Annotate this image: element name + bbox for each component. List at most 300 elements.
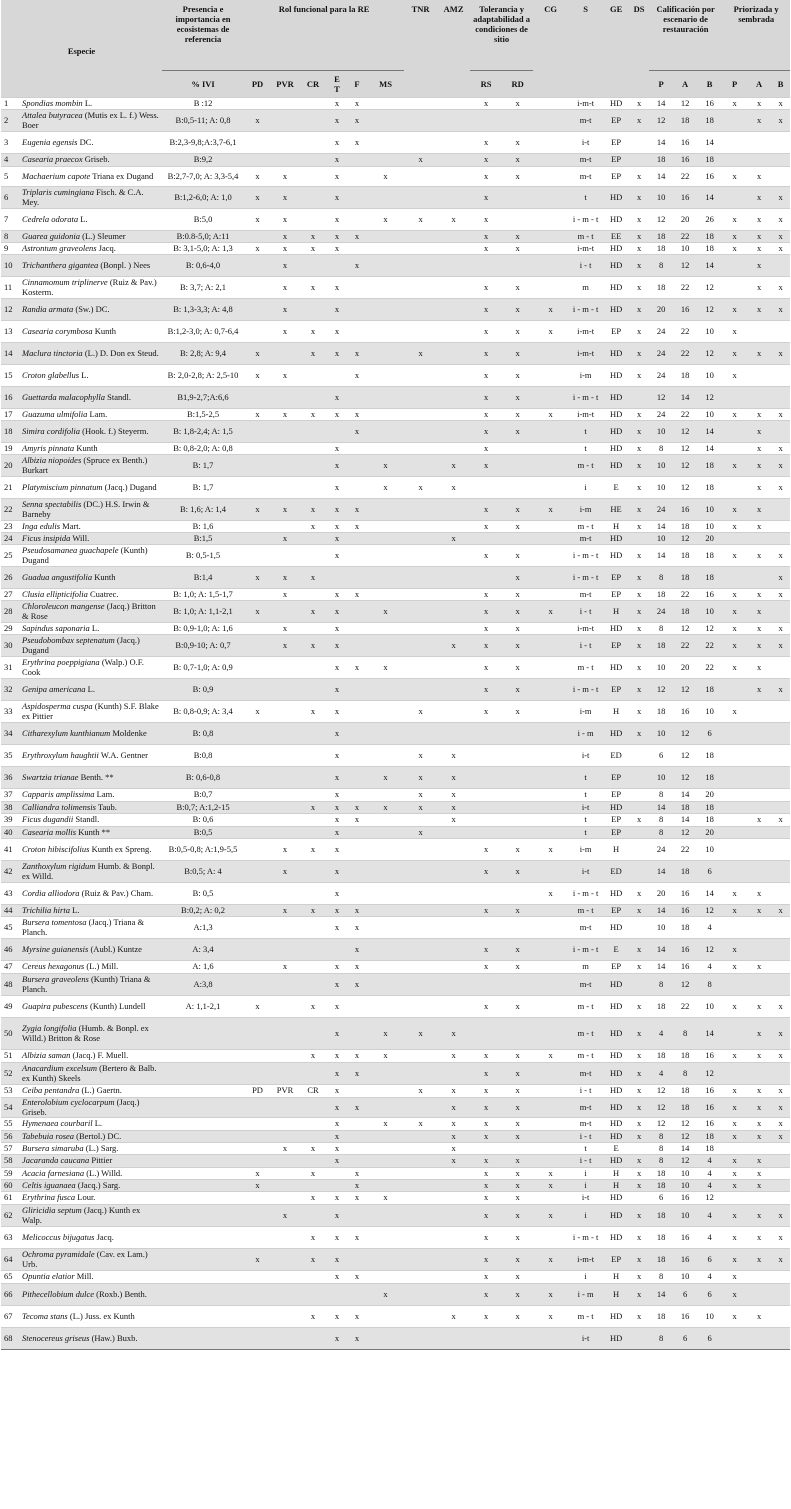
table-row — [1, 802, 790, 814]
cell-pa: x — [747, 623, 771, 635]
cell-tnr: x — [404, 789, 437, 802]
cell-s: i-m-t — [568, 243, 603, 255]
cell-pd — [244, 1143, 271, 1155]
cell-rd: x — [502, 1227, 533, 1249]
cell-cg — [533, 589, 568, 601]
cell-ms: x — [367, 601, 404, 623]
cell-pd: PD — [244, 1085, 271, 1098]
cell-b: 14 — [697, 1018, 722, 1050]
cell-ge: EP — [603, 132, 629, 154]
cell-rd: x — [502, 231, 533, 243]
ivi-cell — [162, 1328, 244, 1350]
cell-rd — [502, 187, 533, 209]
cell-rd: x — [502, 701, 533, 723]
cell-cr: x — [299, 1143, 327, 1155]
cell-amz — [437, 1063, 470, 1085]
cell-tnr — [404, 231, 437, 243]
cell-et: x — [327, 477, 347, 499]
cell-cg — [533, 243, 568, 255]
cell-pd — [244, 1063, 271, 1085]
cell-cg — [533, 657, 568, 679]
cell-et: x — [327, 231, 347, 243]
cell-pb: x — [771, 545, 790, 567]
cell-ge: HD — [603, 277, 629, 299]
cell-pa: x — [747, 343, 771, 365]
cell-ms: x — [367, 1118, 404, 1131]
cell-a: 12 — [673, 974, 697, 996]
cell-ds: x — [629, 1118, 649, 1131]
cell-tnr — [404, 883, 437, 905]
cell-cg — [533, 255, 568, 277]
cell-b: 18 — [697, 545, 722, 567]
cell-pvr: x — [271, 961, 299, 974]
ivi-cell: B: 0,5-1,5 — [162, 545, 244, 567]
cell-pvr: x — [271, 255, 299, 277]
cell-a: 12 — [673, 421, 697, 443]
species-name — [21, 1098, 162, 1118]
cell-amz — [437, 1227, 470, 1249]
cell-cr: x — [299, 1227, 327, 1249]
cell-tnr — [404, 243, 437, 255]
header-cg-blank — [533, 71, 568, 98]
cell-pp — [722, 277, 747, 299]
cell-ge: HD — [603, 723, 629, 745]
cell-rd — [502, 814, 533, 827]
cell-et: x — [327, 657, 347, 679]
cell-b: 6 — [697, 1328, 722, 1350]
cell-cg — [533, 1018, 568, 1050]
cell-ds — [629, 533, 649, 545]
ivi-cell — [162, 1155, 244, 1168]
cell-s: m — [568, 277, 603, 299]
cell-pvr — [271, 601, 299, 623]
cell-rs: x — [470, 167, 502, 187]
species-scientific-name: Guazuma ulmifolia — [22, 408, 88, 419]
cell-cg — [533, 365, 568, 387]
cell-amz — [437, 939, 470, 961]
cell-pp — [722, 745, 747, 767]
cell-amz: x — [437, 533, 470, 545]
cell-f — [347, 1118, 367, 1131]
species-name — [21, 917, 162, 939]
cell-s: i — [568, 1180, 603, 1192]
cell-cg: x — [533, 1249, 568, 1271]
ivi-cell — [162, 1249, 244, 1271]
species-author: Pittier — [89, 1155, 113, 1166]
cell-pd: x — [244, 1168, 271, 1180]
species-scientific-name: Maclura tinctoria — [22, 347, 83, 358]
cell-a: 22 — [673, 409, 697, 421]
cell-pvr: x — [271, 861, 299, 883]
cell-ms — [367, 299, 404, 321]
cell-rd: x — [502, 1085, 533, 1098]
cell-s: m-t — [568, 1063, 603, 1085]
cell-pvr — [271, 1018, 299, 1050]
cell-ds: x — [629, 187, 649, 209]
cell-p: 6 — [649, 1192, 673, 1205]
species-scientific-name: Albizia niopoides — [22, 455, 82, 465]
header-b: B — [697, 71, 722, 98]
row-number: 3 — [1, 132, 21, 154]
cell-cg: x — [533, 1306, 568, 1328]
ivi-cell — [162, 1098, 244, 1118]
cell-ge: HD — [603, 1098, 629, 1118]
species-scientific-name: Casearia mollis — [22, 826, 77, 837]
cell-pd — [244, 299, 271, 321]
cell-ms — [367, 635, 404, 657]
ivi-cell — [162, 1018, 244, 1050]
cell-rd — [502, 443, 533, 455]
row-number: 8 — [1, 231, 21, 243]
cell-b: 4 — [697, 961, 722, 974]
cell-ge: HD — [603, 996, 629, 1018]
cell-ds: x — [629, 255, 649, 277]
cell-amz: x — [437, 1118, 470, 1131]
cell-cg — [533, 477, 568, 499]
ivi-cell: B:1,2-6,0; A: 1,0 — [162, 187, 244, 209]
species-name — [21, 499, 162, 521]
species-name — [21, 1205, 162, 1227]
cell-amz — [437, 996, 470, 1018]
cell-et: x — [327, 243, 347, 255]
row-number: 26 — [1, 567, 21, 589]
cell-pb: x — [771, 679, 790, 701]
cell-b: 18 — [697, 154, 722, 167]
cell-pa: x — [747, 299, 771, 321]
cell-ms — [367, 243, 404, 255]
header-rs: RS — [470, 71, 502, 98]
cell-pp: x — [722, 98, 747, 110]
cell-et: x — [327, 154, 347, 167]
cell-pa — [747, 533, 771, 545]
cell-cg — [533, 187, 568, 209]
cell-pvr — [271, 110, 299, 132]
cell-ge: E — [603, 939, 629, 961]
cell-rd: x — [502, 1155, 533, 1168]
cell-rd: x — [502, 98, 533, 110]
row-number: 68 — [1, 1328, 21, 1350]
cell-tnr: x — [404, 1085, 437, 1098]
cell-pd — [244, 1271, 271, 1284]
cell-pp — [722, 1063, 747, 1085]
cell-s: t — [568, 814, 603, 827]
cell-ms — [367, 789, 404, 802]
cell-cg — [533, 974, 568, 996]
cell-pa: x — [747, 1155, 771, 1168]
table-row — [1, 635, 790, 657]
cell-pb: x — [771, 905, 790, 917]
cell-amz — [437, 409, 470, 421]
cell-p: 24 — [649, 601, 673, 623]
cell-a: 18 — [673, 365, 697, 387]
cell-pvr — [271, 789, 299, 802]
ivi-cell: B:0,9-10; A: 0,7 — [162, 635, 244, 657]
cell-pd — [244, 1227, 271, 1249]
cell-pvr — [271, 767, 299, 789]
table-row — [1, 409, 790, 421]
species-name — [21, 477, 162, 499]
table-row — [1, 443, 790, 455]
species-scientific-name: Senna spectabilis — [22, 499, 82, 509]
cell-ds — [629, 1143, 649, 1155]
cell-rs: x — [470, 1205, 502, 1227]
cell-ds: x — [629, 701, 649, 723]
cell-p: 6 — [649, 745, 673, 767]
header-rd: RD — [502, 71, 533, 98]
cell-pa — [747, 974, 771, 996]
cell-rd: x — [502, 299, 533, 321]
cell-et: x — [327, 789, 347, 802]
cell-et: x — [327, 277, 347, 299]
cell-ge: HD — [603, 1131, 629, 1143]
cell-f: x — [347, 1271, 367, 1284]
cell-b: 18 — [697, 243, 722, 255]
ivi-cell — [162, 1131, 244, 1143]
species-scientific-name: Cedrela odorata — [22, 213, 79, 224]
cell-p: 10 — [649, 533, 673, 545]
cell-f — [347, 455, 367, 477]
cell-tnr: x — [404, 701, 437, 723]
cell-tnr — [404, 110, 437, 132]
ivi-cell — [162, 1143, 244, 1155]
header-rol: Rol funcional para la RE — [244, 0, 404, 71]
cell-tnr — [404, 421, 437, 443]
cell-s: i-m — [568, 499, 603, 521]
cell-cr — [299, 299, 327, 321]
ivi-cell: B:0.8-5,0; A:11 — [162, 231, 244, 243]
species-scientific-name: Pithecellobium dulce — [22, 1288, 94, 1299]
cell-pb: x — [771, 623, 790, 635]
ivi-cell: B:1,4 — [162, 567, 244, 589]
cell-s: i-m-t — [568, 343, 603, 365]
cell-pp: x — [722, 243, 747, 255]
cell-cg — [533, 1118, 568, 1131]
cell-f — [347, 1205, 367, 1227]
cell-rs: x — [470, 1131, 502, 1143]
cell-ge: EP — [603, 589, 629, 601]
cell-et: x — [327, 1085, 347, 1098]
cell-cr: CR — [299, 1085, 327, 1098]
cell-cg — [533, 132, 568, 154]
cell-et: x — [327, 814, 347, 827]
cell-pd — [244, 1205, 271, 1227]
cell-ds: x — [629, 209, 649, 231]
cell-pa: x — [747, 635, 771, 657]
species-author: (Jacq.) Kunth ex Walp. — [22, 1205, 141, 1225]
cell-p: 14 — [649, 961, 673, 974]
species-name — [21, 365, 162, 387]
cell-s: m - t — [568, 1306, 603, 1328]
cell-f — [347, 601, 367, 623]
row-number: 63 — [1, 1227, 21, 1249]
cell-amz — [437, 723, 470, 745]
cell-rd: x — [502, 1168, 533, 1180]
cell-pvr — [271, 1284, 299, 1306]
cell-cr — [299, 387, 327, 409]
cell-rs — [470, 1018, 502, 1050]
cell-a: 16 — [673, 939, 697, 961]
cell-ge: EP — [603, 767, 629, 789]
ivi-cell: B:0,5 — [162, 827, 244, 839]
cell-ge: H — [603, 521, 629, 533]
row-number: 52 — [1, 1063, 21, 1085]
cell-pa — [747, 1271, 771, 1284]
species-author: (Ruiz & Pav.) Kosterm. — [22, 277, 157, 297]
cell-cr: x — [299, 277, 327, 299]
species-name — [21, 277, 162, 299]
species-scientific-name: Zygia longifolia — [22, 1023, 77, 1033]
cell-pvr — [271, 1227, 299, 1249]
row-number: 25 — [1, 545, 21, 567]
cell-rs — [470, 883, 502, 905]
cell-f: x — [347, 1063, 367, 1085]
cell-a: 12 — [673, 767, 697, 789]
cell-pa: x — [747, 1205, 771, 1227]
cell-b: 20 — [697, 533, 722, 545]
species-scientific-name: Inga edulis — [22, 520, 61, 531]
cell-ds: x — [629, 679, 649, 701]
cell-s: i - m - t — [568, 1227, 603, 1249]
cell-cg — [533, 1098, 568, 1118]
species-author: (Kunth) S.F. Blake ex Pittier — [22, 701, 159, 721]
cell-b: 16 — [697, 98, 722, 110]
species-author: (L.) Mill. — [84, 961, 119, 972]
cell-cr — [299, 1063, 327, 1085]
cell-cr: x — [299, 343, 327, 365]
cell-ms: x — [367, 1018, 404, 1050]
cell-pa — [747, 1328, 771, 1350]
row-number: 17 — [1, 409, 21, 421]
cell-ge: EP — [603, 961, 629, 974]
cell-et: x — [327, 545, 347, 567]
cell-rs: x — [470, 243, 502, 255]
cell-pa: x — [747, 1131, 771, 1143]
species-author: Kunth ** — [76, 826, 111, 837]
cell-f: x — [347, 1180, 367, 1192]
cell-pp: x — [722, 1180, 747, 1192]
cell-ge: H — [603, 701, 629, 723]
cell-p: 24 — [649, 365, 673, 387]
cell-ds: x — [629, 589, 649, 601]
cell-ds: x — [629, 601, 649, 623]
cell-rd: x — [502, 409, 533, 421]
cell-ge: EP — [603, 567, 629, 589]
cell-s: m - t — [568, 1050, 603, 1063]
cell-f — [347, 299, 367, 321]
cell-pd — [244, 961, 271, 974]
cell-pd — [244, 814, 271, 827]
cell-et: x — [327, 1155, 347, 1168]
species-author: Lour. — [75, 1192, 96, 1203]
species-author: Lam. — [94, 789, 115, 800]
cell-rs: x — [470, 1271, 502, 1284]
cell-p: 14 — [649, 905, 673, 917]
cell-et: x — [327, 499, 347, 521]
cell-s: i - m - t — [568, 883, 603, 905]
cell-pa: x — [747, 589, 771, 601]
cell-ge: H — [603, 1271, 629, 1284]
row-number: 48 — [1, 974, 21, 996]
species-scientific-name: Amyris pinnata — [22, 442, 75, 453]
table-row — [1, 521, 790, 533]
cell-pp — [722, 1328, 747, 1350]
row-number: 58 — [1, 1155, 21, 1168]
species-name — [21, 701, 162, 723]
cell-pvr: x — [271, 365, 299, 387]
cell-pd — [244, 635, 271, 657]
species-name — [21, 387, 162, 409]
cell-ds: x — [629, 1085, 649, 1098]
cell-rd: x — [502, 1063, 533, 1085]
cell-tnr — [404, 365, 437, 387]
table-row — [1, 277, 790, 299]
cell-f: x — [347, 814, 367, 827]
species-scientific-name: Simira cordifolia — [22, 425, 81, 436]
cell-p: 12 — [649, 1098, 673, 1118]
species-scientific-name: Guettarda malacophylla — [22, 391, 106, 402]
cell-ds: x — [629, 1306, 649, 1328]
row-number: 24 — [1, 533, 21, 545]
cell-b: 4 — [697, 1180, 722, 1192]
cell-pp — [722, 917, 747, 939]
cell-s: i - m - t — [568, 545, 603, 567]
header-tnr-blank — [404, 71, 437, 98]
cell-ms: x — [367, 657, 404, 679]
cell-tnr: x — [404, 767, 437, 789]
cell-pp — [722, 861, 747, 883]
header-a: A — [673, 71, 697, 98]
cell-f — [347, 1085, 367, 1098]
cell-pvr — [271, 657, 299, 679]
cell-s: m-t — [568, 167, 603, 187]
cell-ms — [367, 883, 404, 905]
cell-s: i - t — [568, 1085, 603, 1098]
cell-rd — [502, 455, 533, 477]
cell-rd — [502, 1143, 533, 1155]
species-scientific-name: Melicoccus bijugatus — [22, 1231, 95, 1242]
cell-et: x — [327, 767, 347, 789]
cell-rs: x — [470, 861, 502, 883]
cell-ds: x — [629, 1227, 649, 1249]
cell-pvr — [271, 1180, 299, 1192]
cell-f — [347, 827, 367, 839]
cell-ms — [367, 745, 404, 767]
cell-pp: x — [722, 1131, 747, 1143]
cell-pb — [771, 601, 790, 623]
cell-cr — [299, 545, 327, 567]
cell-amz: x — [437, 745, 470, 767]
cell-rs: x — [470, 1168, 502, 1180]
table-row — [1, 533, 790, 545]
cell-tnr — [404, 443, 437, 455]
cell-b: 6 — [697, 723, 722, 745]
cell-b: 12 — [697, 343, 722, 365]
cell-cg — [533, 1328, 568, 1350]
ivi-cell: B:0,5-11; A: 0,8 — [162, 110, 244, 132]
cell-pp: x — [722, 1085, 747, 1098]
cell-pd — [244, 723, 271, 745]
cell-pd — [244, 589, 271, 601]
table-row — [1, 154, 790, 167]
cell-pb — [771, 533, 790, 545]
species-scientific-name: Astrontum graveolens — [22, 242, 97, 253]
cell-amz: x — [437, 1098, 470, 1118]
species-author: (Spruce ex Benth.) Burkart — [22, 455, 148, 475]
row-number: 30 — [1, 635, 21, 657]
row-number: 42 — [1, 861, 21, 883]
cell-b: 10 — [697, 601, 722, 623]
cell-a: 18 — [673, 1098, 697, 1118]
